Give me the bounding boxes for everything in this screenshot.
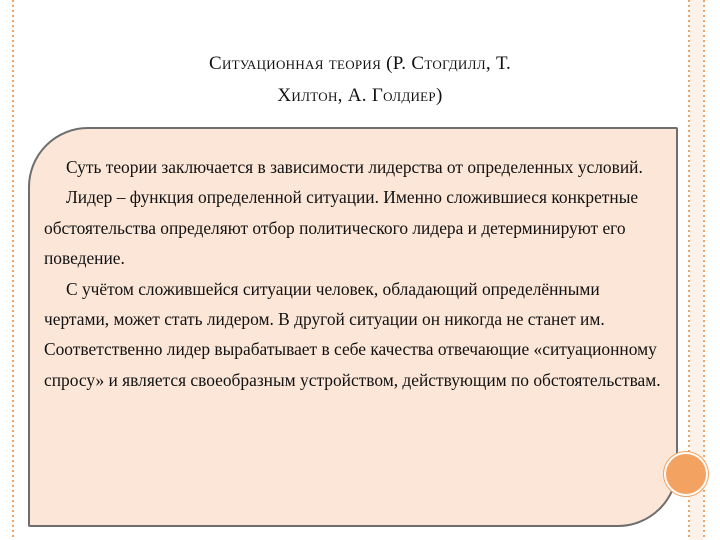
accent-circle [664, 452, 708, 496]
paragraph-2: Лидер – функция определенной ситуации. Именно сложившиеся конкретные обстоятельства определяют отбор политического лидера и детерминируют его поведение. [44, 187, 639, 269]
title-line-1: Ситуационная теория (Р. Стогдилл, Т. [208, 53, 512, 74]
paragraph-3: С учётом сложившейся ситуации человек, обладающий определёнными чертами, может стать лидером. В другой ситуации он никогда не станет им. Соответственно лидер вырабатывает в себе качества отвечающие «ситуационному спросу» и является своеобразным устройством, действующим по обстоятельствам. [44, 278, 661, 390]
title-line-2: Хилтон, А. Голдиер) [277, 85, 443, 106]
left-dotted-border [12, 0, 14, 540]
right-dotted-border-outer [703, 0, 705, 540]
slide-title [80, 48, 640, 112]
body-text [44, 152, 666, 395]
paragraph-1: Суть теории заключается в зависимости лидерства от определенных условий. [66, 157, 643, 177]
